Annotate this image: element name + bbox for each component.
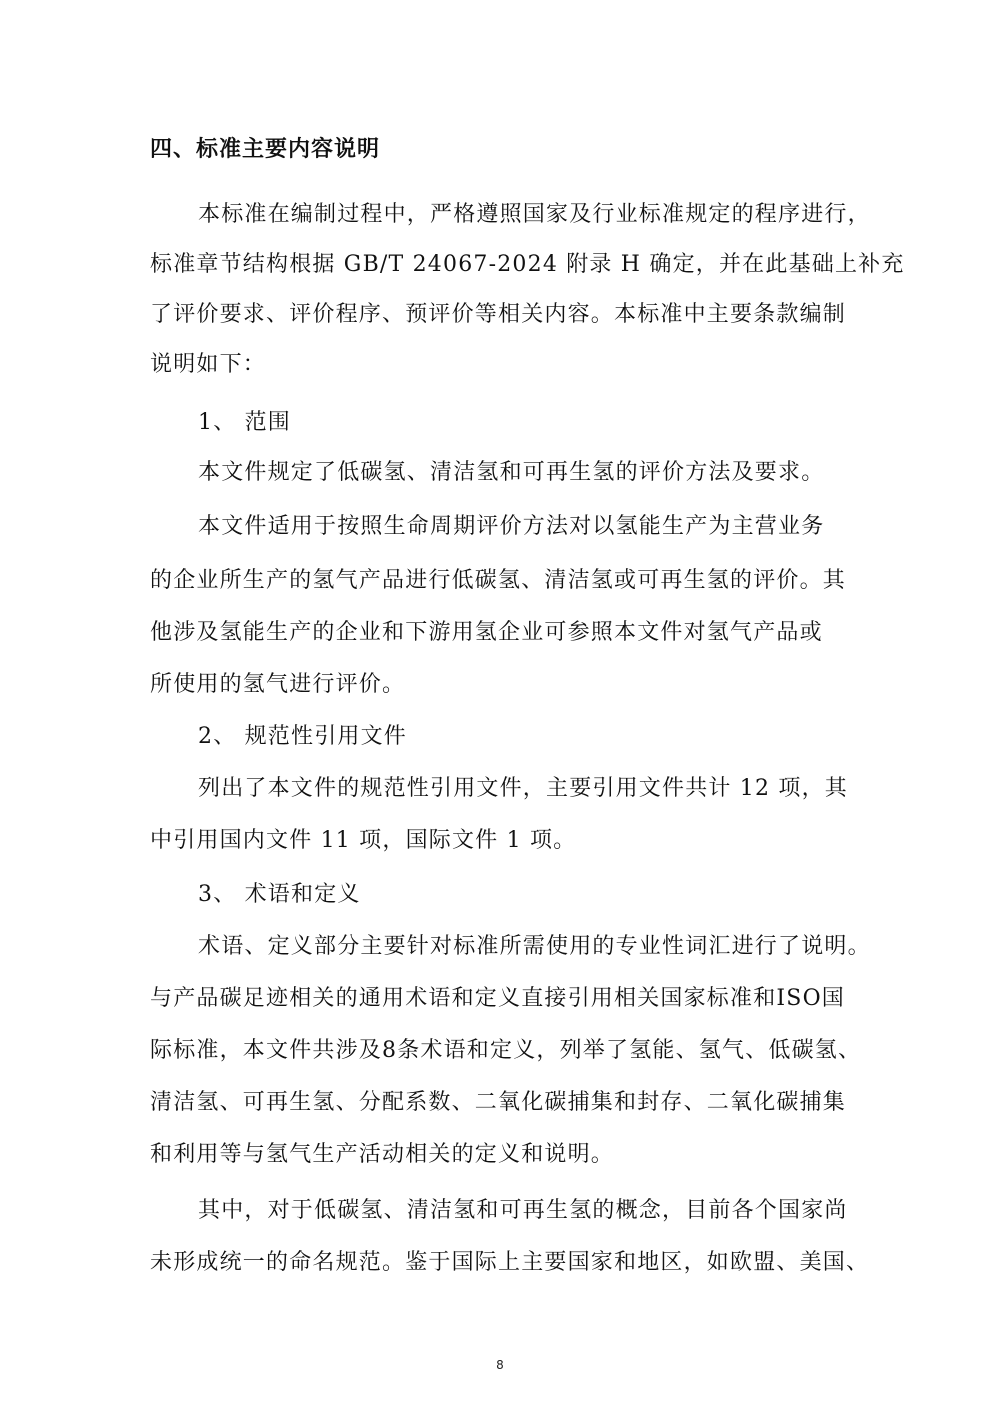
page-number: 8 [496, 1358, 504, 1372]
paragraph-line: 所使用的氢气进行评价。 [150, 672, 406, 697]
paragraph-line: 他涉及氢能生产的企业和下游用氢企业可参照本文件对氢气产品或 [150, 620, 823, 645]
subsection-heading-terms-definitions: 3、 术语和定义 [198, 882, 361, 907]
paragraph-line: 列出了本文件的规范性引用文件，主要引用文件共计 12 项，其 [198, 776, 848, 801]
paragraph-line: 本文件规定了低碳氢、清洁氢和可再生氢的评价方法及要求。 [198, 460, 825, 485]
paragraph-line: 的企业所生产的氢气产品进行低碳氢、清洁氢或可再生氢的评价。其 [150, 568, 847, 593]
paragraph-line: 和利用等与氢气生产活动相关的定义和说明。 [150, 1142, 615, 1167]
section-heading: 四、标准主要内容说明 [150, 136, 381, 162]
paragraph-line: 未形成统一的命名规范。鉴于国际上主要国家和地区，如欧盟、美国、 [150, 1250, 870, 1275]
paragraph-line: 标准章节结构根据 GB/T 24067-2024 附录 H 确定，并在此基础上补充 [150, 252, 905, 277]
paragraph-line: 与产品碳足迹相关的通用术语和定义直接引用相关国家标准和ISO国 [150, 986, 845, 1011]
paragraph-line: 术语、定义部分主要针对标准所需使用的专业性词汇进行了说明。 [198, 934, 871, 959]
paragraph-line: 清洁氢、可再生氢、分配系数、二氧化碳捕集和封存、二氧化碳捕集 [150, 1090, 847, 1115]
paragraph-line: 际标准，本文件共涉及8条术语和定义，列举了氢能、氢气、低碳氢、 [150, 1038, 862, 1063]
paragraph-line: 了评价要求、评价程序、预评价等相关内容。本标准中主要条款编制 [150, 302, 847, 327]
paragraph-line: 说明如下： [150, 352, 267, 377]
paragraph-line: 本文件适用于按照生命周期评价方法对以氢能生产为主营业务 [198, 514, 825, 539]
paragraph-line: 其中，对于低碳氢、清洁氢和可再生氢的概念，目前各个国家尚 [198, 1198, 848, 1223]
subsection-heading-scope: 1、 范围 [198, 410, 291, 435]
subsection-heading-normative-references: 2、 规范性引用文件 [198, 724, 407, 749]
paragraph-line: 中引用国内文件 11 项，国际文件 1 项。 [150, 828, 577, 853]
paragraph-line: 本标准在编制过程中，严格遵照国家及行业标准规定的程序进行， [198, 202, 871, 227]
